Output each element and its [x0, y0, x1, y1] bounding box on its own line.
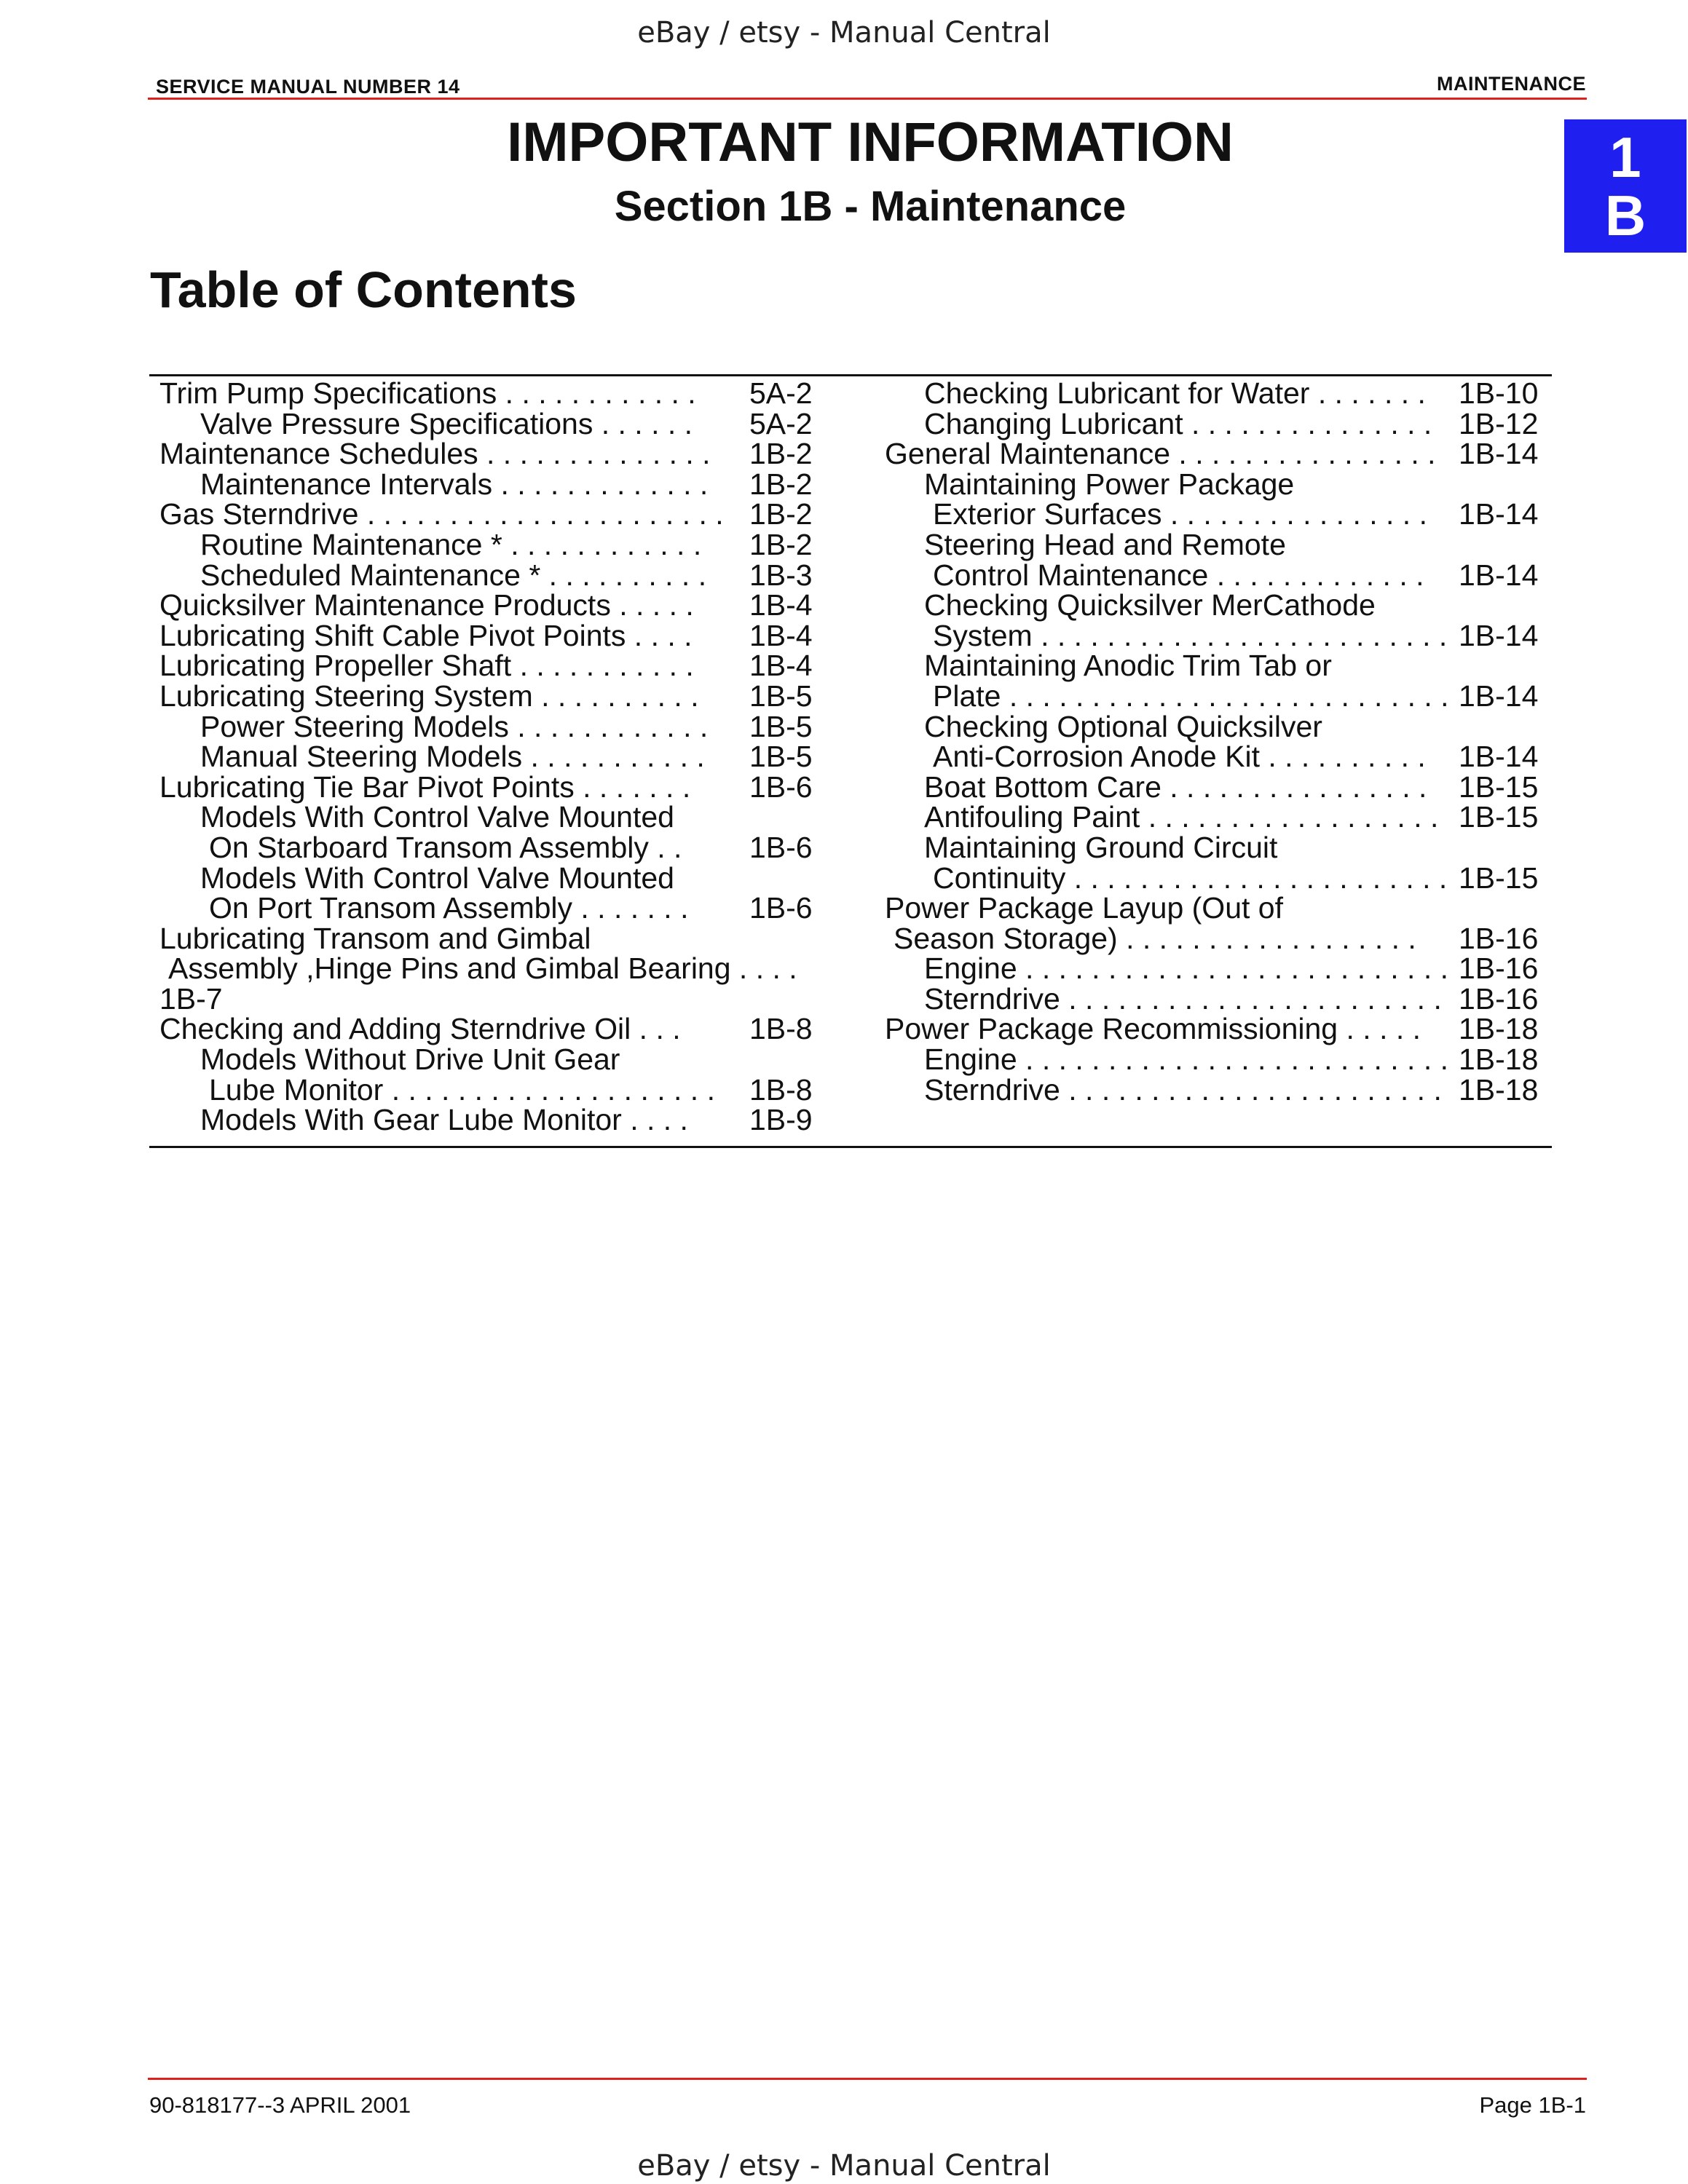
- toc-entry-page: 1B-2: [749, 467, 813, 501]
- toc-entry: [159, 467, 815, 501]
- toc-entry-title: Exterior Surfaces . . . . . . . . . . . . . . . .: [933, 497, 1427, 531]
- toc-entry-title: Control Maintenance . . . . . . . . . . . . .: [933, 558, 1424, 592]
- toc-entry-page: 1B-5: [749, 678, 813, 713]
- toc-entry: [159, 921, 815, 955]
- toc-entry: [159, 893, 815, 924]
- toc-entry-page: 1B-14: [1459, 740, 1539, 774]
- toc-entry-page: 1B-6: [749, 891, 813, 925]
- toc-entry-title: Models Without Drive Unit Gear: [200, 1042, 620, 1077]
- header-manual-number: SERVICE MANUAL NUMBER 14: [156, 76, 460, 98]
- header-rule: [148, 98, 1587, 100]
- toc-entry-page: 1B-14: [1459, 558, 1539, 592]
- toc-entry-title: Power Package Recommissioning . . . . .: [885, 1012, 1421, 1046]
- toc-entry-title: Antifouling Paint . . . . . . . . . . . . . . . . . .: [924, 800, 1439, 834]
- toc-entry-page: 1B-5: [749, 740, 813, 774]
- toc-entry-title: Assembly ,Hinge Pins and Gimbal Bearing . . . .: [168, 951, 797, 986]
- toc-entry-title: On Port Transom Assembly . . . . . . .: [209, 891, 689, 925]
- toc-entry-title: Steering Head and Remote: [924, 527, 1286, 561]
- toc-entry-title: Continuity . . . . . . . . . . . . . . . . . . . . . . .: [933, 860, 1448, 895]
- toc-entry-title: Trim Pump Specifications . . . . . . . . . . . .: [159, 376, 696, 410]
- toc-entry: [159, 1105, 815, 1136]
- toc-entry: [159, 439, 815, 470]
- toc-entry: [159, 678, 815, 713]
- toc-entry-page: 1B-18: [1459, 1072, 1539, 1107]
- toc-entry-page: 1B-4: [749, 649, 813, 683]
- toc-entry-page: 1B-4: [749, 618, 813, 652]
- page-title: IMPORTANT INFORMATION: [507, 111, 1234, 173]
- toc-entry: [885, 981, 1540, 1016]
- toc-entry-title: Lube Monitor . . . . . . . . . . . . . . . . . . . .: [209, 1072, 715, 1107]
- toc-entry: [885, 618, 1540, 652]
- section-tab-letter: B: [1604, 183, 1646, 248]
- section-tab: [1564, 119, 1687, 253]
- toc-entry: [159, 590, 815, 621]
- toc-entry: [885, 499, 1540, 530]
- toc-entry-title: Quicksilver Maintenance Products . . . . .: [159, 588, 694, 622]
- toc-entry: [885, 439, 1540, 470]
- toc-entry: [159, 499, 815, 530]
- toc-entry: [885, 467, 1540, 501]
- toc-entry-page: 5A-2: [749, 406, 813, 440]
- toc-entry: [885, 860, 1540, 895]
- header-section-name: MAINTENANCE: [1437, 73, 1586, 95]
- toc-entry-title: Anti-Corrosion Anode Kit . . . . . . . . . .: [933, 740, 1426, 774]
- toc-entry: [885, 558, 1540, 592]
- toc-entry-title: Lubricating Steering System . . . . . . . . . .: [159, 678, 699, 713]
- toc-entry-page: 1B-3: [749, 558, 813, 592]
- toc-entry: [159, 527, 815, 561]
- toc-entry-page: 1B-6: [749, 769, 813, 804]
- toc-entry-title: Lubricating Propeller Shaft . . . . . . . . . . .: [159, 649, 694, 683]
- footer-document-number: 90-818177--3 APRIL 2001: [149, 2092, 411, 2118]
- toc-entry-page: 1B-2: [749, 437, 813, 471]
- watermark-top: eBay / etsy - Manual Central: [637, 16, 1051, 50]
- toc-entry-title: Plate . . . . . . . . . . . . . . . . . . . . . . . . . . .: [933, 678, 1449, 713]
- footer-rule: [148, 2078, 1587, 2080]
- toc-entry-title: Boat Bottom Care . . . . . . . . . . . . . . . .: [924, 769, 1427, 804]
- toc-entry: [159, 558, 815, 592]
- toc-entry: [885, 527, 1540, 561]
- toc-entry-title: Models With Control Valve Mounted: [200, 800, 674, 834]
- toc-entry-title: Engine . . . . . . . . . . . . . . . . . . . . . . . . . .: [924, 1042, 1449, 1077]
- toc-entry-title: General Maintenance . . . . . . . . . . . . . . . .: [885, 437, 1436, 471]
- toc-entry-title: Power Steering Models . . . . . . . . . . . .: [200, 709, 709, 743]
- toc-entry-title: Lubricating Tie Bar Pivot Points . . . . . . .: [159, 769, 691, 804]
- toc-entry: [885, 1014, 1540, 1045]
- toc-entry-page: 1B-14: [1459, 437, 1539, 471]
- toc-entry: [159, 860, 815, 895]
- toc-entry-title: Sterndrive . . . . . . . . . . . . . . . . . . . . . . .: [924, 981, 1442, 1016]
- toc-entry: [885, 651, 1540, 681]
- toc-entry-title: Checking Lubricant for Water . . . . . . .: [924, 376, 1426, 410]
- toc-entry: [159, 1072, 815, 1107]
- toc-entry: [159, 709, 815, 743]
- toc-entry-title: 1B-7: [159, 981, 223, 1016]
- toc-entry-page: 1B-15: [1459, 860, 1539, 895]
- toc-entry: [885, 406, 1540, 440]
- toc-entry: [885, 376, 1540, 410]
- toc-entry: [159, 951, 815, 986]
- toc-entry-page: 1B-14: [1459, 678, 1539, 713]
- toc-entry-page: 1B-16: [1459, 981, 1539, 1016]
- toc-entry: [159, 802, 815, 833]
- toc-entry-page: 1B-8: [749, 1012, 813, 1046]
- toc-entry-title: Scheduled Maintenance * . . . . . . . . . .: [200, 558, 707, 592]
- toc-entry-title: Gas Sterndrive . . . . . . . . . . . . . . . . . . . . . .: [159, 497, 724, 531]
- footer-page-number: Page 1B-1: [1479, 2092, 1586, 2118]
- toc-right-column: [885, 376, 1540, 1107]
- toc-entry-title: Maintaining Power Package: [924, 467, 1295, 501]
- toc-entry: [159, 406, 815, 440]
- section-tab-number: 1: [1609, 125, 1641, 189]
- toc-entry-title: System . . . . . . . . . . . . . . . . . . . . . . . . .: [933, 618, 1448, 652]
- toc-entry: [885, 921, 1540, 955]
- toc-entry-page: 5A-2: [749, 376, 813, 410]
- toc-entry: [159, 830, 815, 864]
- toc-entry: [159, 1014, 815, 1045]
- toc-entry-title: Sterndrive . . . . . . . . . . . . . . . . . . . . . . .: [924, 1072, 1442, 1107]
- toc-entry: [885, 709, 1540, 743]
- toc-left-column: [159, 376, 815, 1137]
- toc-entry: [885, 590, 1540, 621]
- toc-entry: [885, 1072, 1540, 1107]
- toc-entry-page: 1B-16: [1459, 921, 1539, 955]
- toc-entry-page: 1B-15: [1459, 800, 1539, 834]
- toc-entry-page: 1B-14: [1459, 497, 1539, 531]
- toc-entry-page: 1B-15: [1459, 769, 1539, 804]
- toc-entry-page: 1B-2: [749, 527, 813, 561]
- toc-entry-page: 1B-5: [749, 709, 813, 743]
- toc-entry-title: Maintaining Ground Circuit: [924, 830, 1278, 864]
- toc-entry: [159, 651, 815, 681]
- toc-entry-page: 1B-8: [749, 1072, 813, 1107]
- page-subtitle: Section 1B - Maintenance: [614, 183, 1127, 230]
- toc-entry-page: 1B-2: [749, 497, 813, 531]
- toc-entry: [885, 951, 1540, 986]
- toc-entry-title: Models With Control Valve Mounted: [200, 860, 674, 895]
- toc-entry: [885, 678, 1540, 713]
- toc-entry: [159, 742, 815, 772]
- toc-entry-title: Checking and Adding Sterndrive Oil . . .: [159, 1012, 681, 1046]
- toc-entry-page: 1B-9: [749, 1103, 813, 1137]
- toc-entry-page: 1B-18: [1459, 1012, 1539, 1046]
- toc-entry-title: Power Package Layup (Out of: [885, 891, 1283, 925]
- toc-entry: [885, 830, 1540, 864]
- toc-entry-title: Manual Steering Models . . . . . . . . . . .: [200, 740, 705, 774]
- toc-entry: [885, 742, 1540, 772]
- toc-entry: [159, 618, 815, 652]
- toc-entry-title: Models With Gear Lube Monitor . . . .: [200, 1103, 688, 1137]
- toc-entry-page: 1B-4: [749, 588, 813, 622]
- toc-entry-title: Season Storage) . . . . . . . . . . . . . . . . . .: [894, 921, 1416, 955]
- toc-entry-title: Lubricating Shift Cable Pivot Points . . . .: [159, 618, 693, 652]
- toc-entry-title: Routine Maintenance * . . . . . . . . . . . .: [200, 527, 702, 561]
- toc-entry-page: 1B-10: [1459, 376, 1539, 410]
- toc-entry: [885, 1042, 1540, 1077]
- toc-entry-page: 1B-12: [1459, 406, 1539, 440]
- toc-entry: [159, 769, 815, 804]
- toc-entry: [159, 376, 815, 410]
- toc-entry-title: Engine . . . . . . . . . . . . . . . . . . . . . . . . . .: [924, 951, 1449, 986]
- watermark-bottom: eBay / etsy - Manual Central: [637, 2149, 1051, 2183]
- toc-entry-title: Lubricating Transom and Gimbal: [159, 921, 591, 955]
- toc-heading: Table of Contents: [150, 261, 577, 318]
- toc-entry: [885, 802, 1540, 833]
- toc-entry: [885, 769, 1540, 804]
- toc-entry-title: Checking Optional Quicksilver: [924, 709, 1322, 743]
- toc-bottom-rule: [149, 1146, 1552, 1148]
- toc-entry-page: 1B-14: [1459, 618, 1539, 652]
- toc-entry-page: 1B-16: [1459, 951, 1539, 986]
- toc-entry: [885, 893, 1540, 924]
- toc-entry: [159, 1042, 815, 1077]
- toc-entry-title: Changing Lubricant . . . . . . . . . . . . . . .: [924, 406, 1432, 440]
- toc-entry-title: Maintenance Schedules . . . . . . . . . . . . . .: [159, 437, 711, 471]
- toc-entry-page: 1B-6: [749, 830, 813, 864]
- toc-entry-title: On Starboard Transom Assembly . .: [209, 830, 682, 864]
- toc-entry-title: Maintaining Anodic Trim Tab or: [924, 649, 1332, 683]
- toc-entry-title: Checking Quicksilver MerCathode: [924, 588, 1376, 622]
- toc-entry-title: Maintenance Intervals . . . . . . . . . . . . .: [200, 467, 709, 501]
- toc-entry-title: Valve Pressure Specifications . . . . . .: [200, 406, 693, 440]
- toc-entry: [159, 981, 815, 1016]
- toc-entry-page: 1B-18: [1459, 1042, 1539, 1077]
